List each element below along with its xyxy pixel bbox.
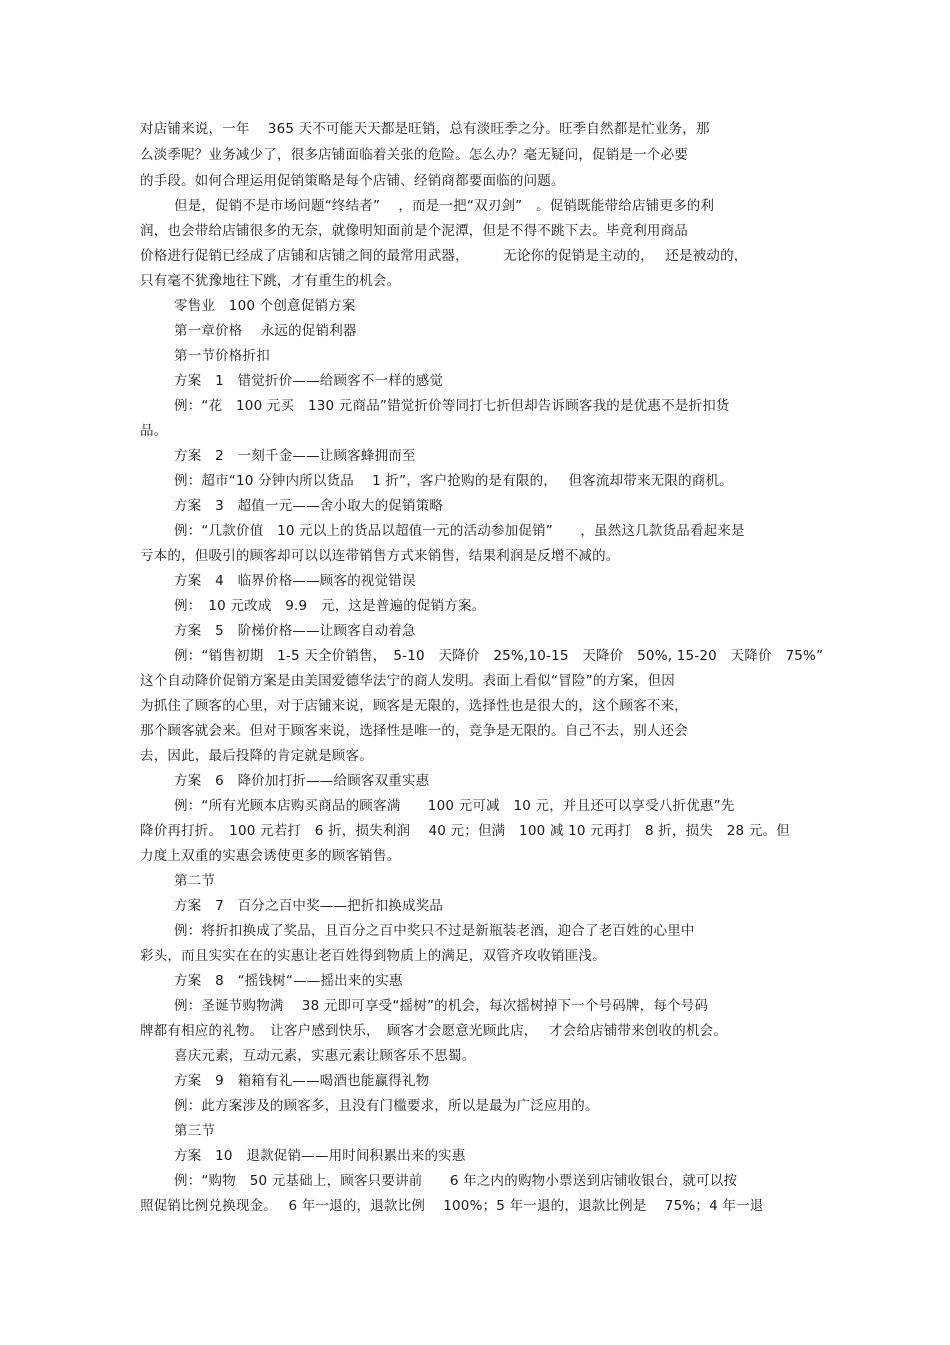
section-heading: 第二节: [174, 873, 216, 889]
text-line: 例：“花 100 元买 130 元商品”错觉折价等同打七折但却告诉顾客我的是优惠不是折扣货: [174, 398, 730, 414]
text-line: 价格进行促销已经成了店铺和店铺之间的最常用武器， 无论你的促销是主动的， 还是被动的，: [140, 248, 748, 264]
plan-title: 方案 3 超值一元——舍小取大的促销策略: [174, 498, 444, 514]
text-line: 只有毫不犹豫地往下跳，才有重生的机会。: [140, 273, 401, 289]
text-line: 牌都有相应的礼物。 让客户感到快乐， 顾客才会愿意光顾此店， 才会给店铺带来创收的机会。: [140, 1023, 728, 1039]
text-line: 例：圣诞节购物满 38 元即可享受“摇树”的机会，每次摇树掉下一个号码牌，每个号码: [174, 998, 709, 1014]
text-line: 例：“销售初期 1-5 天全价销售， 5-10 天降价 25%,10-15 天降价 50%, 15-20 天降价 75%”: [174, 648, 824, 664]
text-line: 例： 10 元改成 9.9 元，这是普遍的促销方案。: [174, 598, 486, 614]
section-heading: 第三节: [174, 1123, 216, 1139]
text-line: 的手段。如何合理运用促销策略是每个店铺、经销商都要面临的问题。: [140, 173, 565, 189]
text-line: 润，也会带给店铺很多的无奈，就像明知面前是个泥潭，但是不得不跳下去。毕竟利用商品: [140, 223, 688, 239]
text-line: 那个顾客就会来。但对于顾客来说，选择性是唯一的，竞争是无限的。自己不去，别人还会: [140, 723, 688, 739]
text-line: 例：超市“10 分钟内所以货品 1 折”，客户抢购的是有限的， 但客流却带来无限的商机。: [174, 473, 733, 489]
plan-title: 方案 6 降价加打折——给顾客双重实惠: [174, 773, 430, 789]
text-line: 品。: [140, 423, 168, 439]
section-heading: 第一节价格折扣: [174, 348, 270, 364]
text-line: 喜庆元素，互动元素，实惠元素让顾客乐不思蜀。: [174, 1048, 476, 1064]
text-line: 但是，促销不是市场问题“终结者” ，而是一把“双刃剑” 。促销既能带给店铺更多的利: [174, 198, 715, 214]
text-line: 去，因此，最后投降的肯定就是顾客。: [140, 748, 373, 764]
text-line: 例：“购物 50 元基础上，顾客只要讲前 6 年之内的购物小票送到店铺收银台，就可以按: [174, 1173, 738, 1189]
text-line: 对店铺来说，一年 365 天不可能天天都是旺销，总有淡旺季之分。旺季自然都是忙业务，那: [140, 121, 710, 137]
chapter-heading: 第一章价格 永远的促销利器: [174, 323, 357, 339]
plan-title: 方案 8 “摇钱树“——摇出来的实惠: [174, 973, 403, 989]
plan-title: 方案 10 退款促销——用时间积累出来的实惠: [174, 1148, 466, 1164]
plan-title: 方案 9 箱箱有礼——喝酒也能赢得礼物: [174, 1073, 430, 1089]
text-line: 力度上双重的实惠会诱使更多的顾客销售。: [140, 848, 401, 864]
plan-title: 方案 2 一刻千金——让顾客蜂拥而至: [174, 448, 416, 464]
section-heading: 零售业 100 个创意促销方案: [174, 298, 356, 314]
text-line: 为抓住了顾客的心里，对于店铺来说，顾客是无限的，选择性也是很大的，这个顾客不来，: [140, 698, 688, 714]
text-line: 例：将折扣换成了奖品，且百分之百中奖只不过是新瓶装老酒，迎合了老百姓的心里中: [174, 923, 695, 939]
plan-title: 方案 5 阶梯价格——让顾客自动着急: [174, 623, 416, 639]
text-line: 彩头，而且实实在在的实惠让老百姓得到物质上的满足，双管齐攻收销匪浅。: [140, 948, 606, 964]
text-line: 照促销比例兑换现金。 6 年一退的，退款比例 100%；5 年一退的，退款比例是 75%；4 年一退: [140, 1198, 764, 1214]
plan-title: 方案 4 临界价格——顾客的视觉错误: [174, 573, 416, 589]
text-line: 这个自动降价促销方案是由美国爱德华法宁的商人发明。表面上看似“冒险”的方案，但因: [140, 673, 675, 689]
text-line: 例：此方案涉及的顾客多，且没有门槛要求，所以是最为广泛应用的。: [174, 1098, 599, 1114]
text-line: 例：“所有光顾本店购买商品的顾客满 100 元可减 10 元，并且还可以享受八折优惠”先: [174, 798, 735, 814]
text-line: 么淡季呢？业务减少了，很多店铺面临着关张的危险。怎么办？毫无疑问，促销是一个必要: [140, 147, 688, 163]
text-line: 亏本的，但吸引的顾客却可以以连带销售方式来销售，结果利润是反增不减的。: [140, 548, 620, 564]
text-line: 降价再打折。 100 元若打 6 折，损失利润 40 元；但满 100 减 10 元再打 8 折，损失 28 元。但: [140, 823, 790, 839]
plan-title: 方案 1 错觉折价——给顾客不一样的感觉: [174, 373, 444, 389]
plan-title: 方案 7 百分之百中奖——把折扣换成奖品: [174, 898, 444, 914]
text-line: 例：“几款价值 10 元以上的货品以超值一元的活动参加促销” ，虽然这几款货品看起来是: [174, 523, 745, 539]
